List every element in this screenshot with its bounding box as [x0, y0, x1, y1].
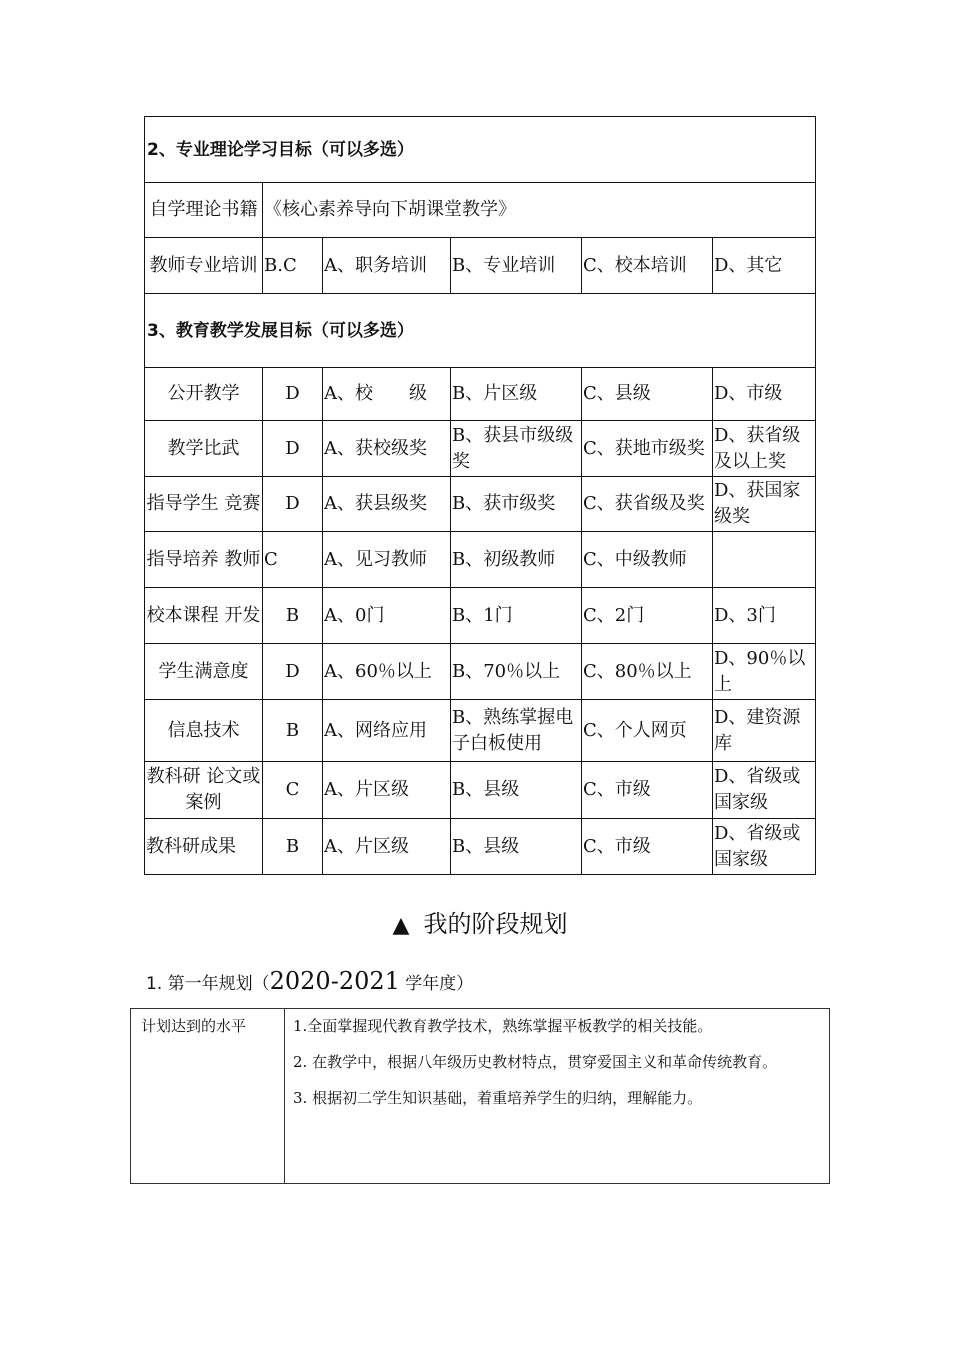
goal-row: [145, 421, 816, 477]
goal-option-a: A、获校级奖: [323, 421, 451, 477]
goal-option-b: B、初级教师: [451, 532, 582, 588]
goal-row: [145, 532, 816, 588]
goal-option-d: D、省级或国家级: [713, 762, 816, 819]
goal-label: 指导学生 竞赛: [145, 477, 263, 532]
goal-option-d: D、90％以上: [713, 644, 816, 700]
goal-row: [145, 588, 816, 644]
goal-row: [145, 819, 816, 875]
goals-table: [144, 116, 816, 875]
year-plan-table: [130, 1008, 830, 1184]
goal-row: [145, 477, 816, 532]
stage-title: 我的阶段规划: [423, 910, 568, 938]
goal-label: 学生满意度: [145, 644, 263, 700]
year-range: 2020-2021: [269, 967, 400, 995]
year-suffix: 学年度）: [399, 974, 474, 994]
plan-item: 3. 根据初二学生知识基础，着重培养学生的归纳，理解能力。: [293, 1089, 703, 1107]
goal-option-a: A、60％以上: [323, 644, 451, 700]
plan-body: [285, 1009, 830, 1184]
section3-title: 3、教育教学发展目标（可以多选）: [145, 294, 816, 368]
goal-selected: B: [263, 819, 323, 875]
goal-row: [145, 368, 816, 421]
goal-option-b: B、熟练掌握电子白板使用: [451, 700, 582, 762]
training-row: [145, 238, 816, 294]
plan-item: 1.全面掌握现代教育教学技术，熟练掌握平板教学的相关技能。: [293, 1017, 713, 1035]
training-option-b: B、专业培训: [451, 238, 582, 294]
plan-label: 计划达到的水平: [131, 1009, 285, 1184]
goal-option-a: A、0门: [323, 588, 451, 644]
goal-option-b: B、1门: [451, 588, 582, 644]
goal-selected: C: [263, 762, 323, 819]
goal-option-c: C、2门: [582, 588, 713, 644]
goal-option-a: A、网络应用: [323, 700, 451, 762]
goal-row: [145, 700, 816, 762]
training-label: 教师专业培训: [145, 238, 263, 294]
goal-option-d: D、获省级及以上奖: [713, 421, 816, 477]
goal-option-a: A、校 级: [323, 368, 451, 421]
training-option-d: D、其它: [713, 238, 816, 294]
goal-label: 指导培养 教师: [145, 532, 263, 588]
goal-option-a: A、见习教师: [323, 532, 451, 588]
goal-option-b: B、获市级奖: [451, 477, 582, 532]
goal-option-a: A、片区级: [323, 762, 451, 819]
year-heading: [146, 967, 473, 995]
goal-option-c: C、县级: [582, 368, 713, 421]
goal-option-d: D、省级或国家级: [713, 819, 816, 875]
goal-option-c: C、市级: [582, 762, 713, 819]
goal-option-d: D、市级: [713, 368, 816, 421]
triangle-icon: ▲: [392, 913, 410, 938]
goal-label: 校本课程 开发: [145, 588, 263, 644]
goal-selected: D: [263, 644, 323, 700]
goal-option-b: B、县级: [451, 819, 582, 875]
goal-option-d: D、获国家级奖: [713, 477, 816, 532]
training-selected: B.C: [263, 238, 323, 294]
section2-header-row: [145, 117, 816, 183]
goal-selected: B: [263, 588, 323, 644]
plan-row: [131, 1009, 830, 1184]
goal-option-c: C、80％以上: [582, 644, 713, 700]
goal-label: 教学比武: [145, 421, 263, 477]
goal-option-c: C、获地市级奖: [582, 421, 713, 477]
section2-title: 2、专业理论学习目标（可以多选）: [145, 117, 816, 183]
goal-option-c: C、市级: [582, 819, 713, 875]
goal-option-c: C、个人网页: [582, 700, 713, 762]
goal-selected: B: [263, 700, 323, 762]
year-prefix: 1. 第一年规划（: [146, 974, 270, 994]
stage-heading: [0, 904, 960, 939]
goal-option-a: A、获县级奖: [323, 477, 451, 532]
book-row: [145, 183, 816, 238]
goal-label: 公开教学: [145, 368, 263, 421]
plan-item: 2. 在教学中，根据八年级历史教材特点，贯穿爱国主义和革命传统教育。: [293, 1053, 778, 1071]
goal-option-a: A、片区级: [323, 819, 451, 875]
goal-option-b: B、片区级: [451, 368, 582, 421]
goal-selected: C: [263, 532, 323, 588]
goal-option-d: D、3门: [713, 588, 816, 644]
goal-row: [145, 762, 816, 819]
goal-selected: D: [263, 368, 323, 421]
goal-option-c: C、获省级及奖: [582, 477, 713, 532]
goal-option-b: B、县级: [451, 762, 582, 819]
goal-label: 教科研成果: [145, 819, 263, 875]
goal-label: 信息技术: [145, 700, 263, 762]
goal-selected: D: [263, 477, 323, 532]
training-option-a: A、职务培训: [323, 238, 451, 294]
goal-option-c: C、中级教师: [582, 532, 713, 588]
goal-option-d: D、建资源库: [713, 700, 816, 762]
goal-selected: D: [263, 421, 323, 477]
goal-option-b: B、获县市级级奖: [451, 421, 582, 477]
training-option-c: C、校本培训: [582, 238, 713, 294]
goal-option-d: [713, 532, 816, 588]
goal-option-b: B、70％以上: [451, 644, 582, 700]
book-label: 自学理论书籍: [145, 183, 263, 238]
goal-row: [145, 644, 816, 700]
goal-label: 教科研 论文或案例: [145, 762, 263, 819]
section3-header-row: [145, 294, 816, 368]
book-value: 《核心素养导向下胡课堂教学》: [263, 183, 816, 238]
